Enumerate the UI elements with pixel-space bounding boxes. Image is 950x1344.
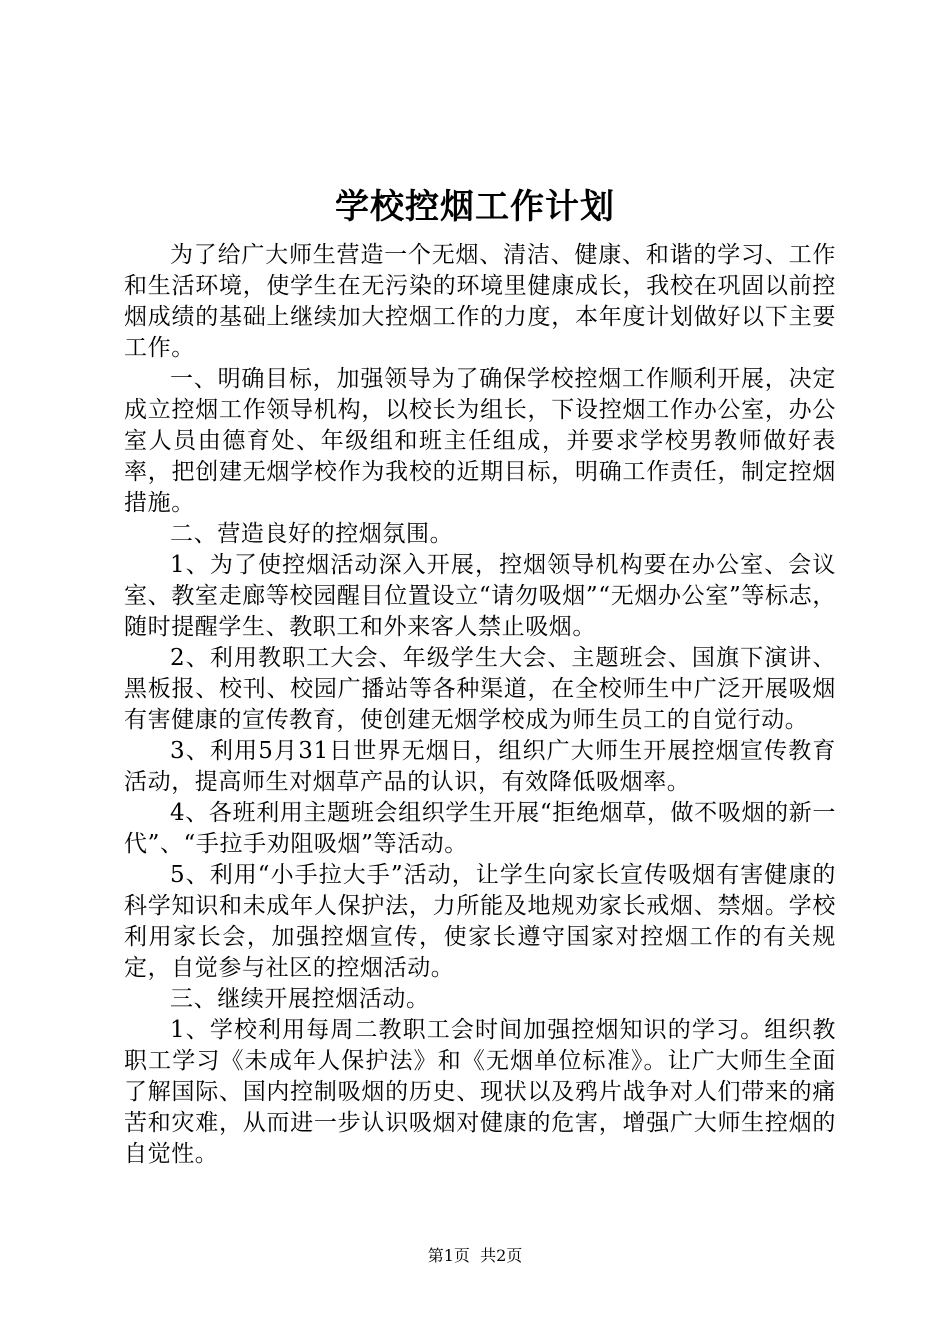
paragraph-section-3-heading: 三、继续开展控烟活动。 [170,986,430,1012]
document-body [124,240,836,1170]
paragraph-item: 3、利用5月31日世界无烟日，组织广大师生开展控烟宣传教育活动，提高师生对烟草产品的认识，有效降低吸烟率。 [124,738,836,795]
paragraph-item: 5、利用“小手拉大手”活动，让学生向家长宣传吸烟有害健康的科学知识和未成年人保护法，力所能及地规劝家长戒烟、禁烟。学校利用家长会，加强控烟宣传，使家长遵守国家对控烟工作的有关规定，自觉参与社区的控烟活动。 [124,862,836,981]
paragraph-item: 1、为了使控烟活动深入开展，控烟领导机构要在办公室、会议室、教室走廊等校园醒目位置设立“请勿吸烟”“无烟办公室”等标志，随时提醒学生、教职工和外来客人禁止吸烟。 [124,552,836,640]
page-number-label: 第1页 共2页 [427,1246,523,1265]
paragraph-item: 2、利用教职工大会、年级学生大会、主题班会、国旗下演讲、黑板报、校刊、校园广播站等各种渠道，在全校师生中广泛开展吸烟有害健康的宣传教育，使创建无烟学校成为师生员工的自觉行动。 [124,645,836,733]
document-title: 学校控烟工作计划 [335,187,615,227]
paragraph-section-1: 一、明确目标，加强领导为了确保学校控烟工作顺利开展，决定成立控烟工作领导机构，以校长为组长，下设控烟工作办公室，办公室人员由德育处、年级组和班主任组成，并要求学校男教师做好表率，把创建无烟学校作为我校的近期目标，明确工作责任，制定控烟措施。 [124,366,836,516]
paragraph-item: 4、各班利用主题班会组织学生开展“拒绝烟草，做不吸烟的新一代”、“手拉手劝阻吸烟”等活动。 [124,800,836,857]
paragraph-intro: 为了给广大师生营造一个无烟、清洁、健康、和谐的学习、工作和生活环境，使学生在无污染的环境里健康成长，我校在巩固以前控烟成绩的基础上继续加大控烟工作的力度，本年度计划做好以下主要工作。 [124,242,836,361]
page-footer [0,1245,950,1267]
paragraph-item: 1、学校利用每周二教职工会时间加强控烟知识的学习。组织教职工学习《未成年人保护法》和《无烟单位标准》。让广大师生全面了解国际、国内控制吸烟的历史、现状以及鸦片战争对人们带来的痛苦和灾难，从而进一步认识吸烟对健康的危害，增强广大师生控烟的自觉性。 [124,1017,836,1167]
paragraph-section-2-heading: 二、营造良好的控烟氛围。 [170,521,454,547]
